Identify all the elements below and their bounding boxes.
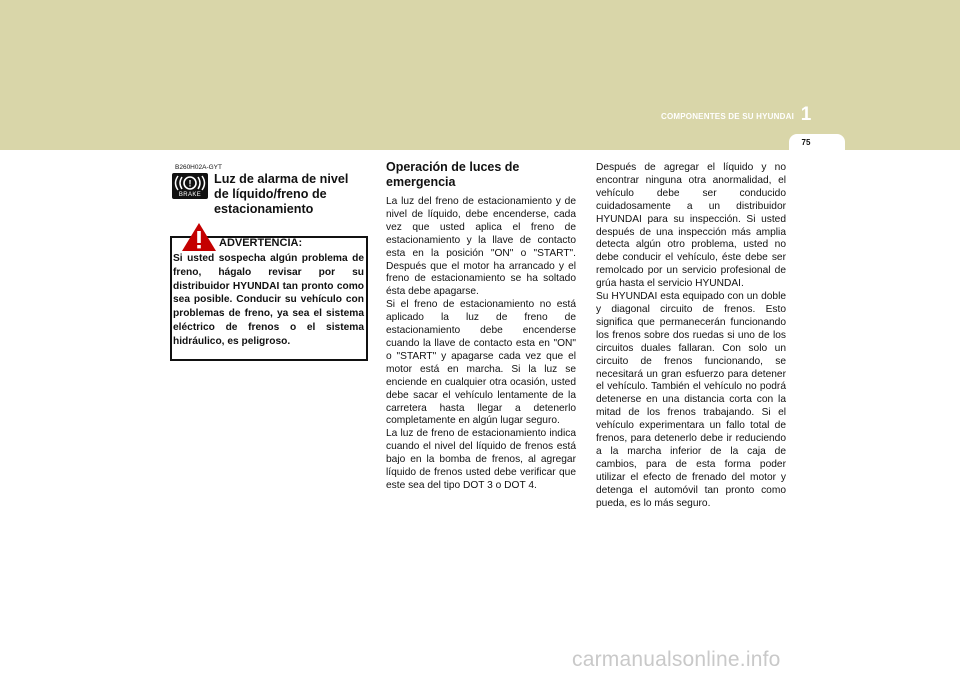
brake-symbol-icon bbox=[172, 173, 208, 192]
right-paragraph-2: Su HYUNDAI esta equipado con un doble y diagonal circuito de frenos. Esto significa que permanecerán funcionando los frenos sobre dos ruedas si uno de los circuitos duales fallaran. Con solo un circuito de frenos funcionando, se necesitará un gran esfuerzo para detener el vehículo. También el vehículo no podrá detenerse en una distancia corta con la mitad de los frenos trabajando. Si el vehículo experimentara un fallo total de frenos, para detenerlo debe ir reduciendo a la marcha inferior de la caja de cambios, para de esta forma poder utilizar el efecto de frenado del motor y detenga el automóvil tan pronto como pueda, es lo más seguro. bbox=[596, 291, 786, 509]
middle-paragraph-3: La luz de freno de estacionamiento indica cuando el nivel del líquido de frenos está bajo en la bomba de frenos, al agregar líquido de frenos usted debe verificar que este sea del tipo DOT 3 o DOT 4. bbox=[386, 428, 576, 491]
right-paragraph-1: Después de agregar el líquido y no encontrar ninguna otra anormalidad, el vehículo debe ser conducido cuidadosamente a un distribuidor HYUNDAI para su inspección. Si usted después de una inspección más amplia detecta algún otro problema, usted no debe conducir el vehículo, éste debe ser remolcado por un servicio profesional de grúa hasta el servicio HYUNDAI. bbox=[596, 162, 786, 290]
warning-title: ADVERTENCIA: bbox=[219, 237, 303, 249]
watermark: carmanualsonline.info bbox=[572, 648, 781, 671]
middle-paragraph-2: Si el freno de estacionamiento no está aplicado la luz de freno de estacionamiento debe encenderse cuando la llave de contacto esta en "ON" o "START" y apagarse cada vez que el motor está en marcha. Si la luz se enciende en cualquier otra ocasión, usted debe sacar el vehículo lentamente de la carretera hasta llegar a detenerlo completamente en algún lugar seguro. bbox=[386, 299, 576, 427]
brake-label: BRAKE bbox=[178, 192, 202, 198]
warning-light-heading: Luz de alarma de nivel de líquido/freno de estacionamiento bbox=[214, 172, 349, 217]
middle-column-body bbox=[386, 196, 576, 493]
section-code: B260H02A-GYT bbox=[175, 164, 222, 171]
chapter-number: 1 bbox=[800, 104, 812, 125]
right-column-body bbox=[596, 162, 786, 510]
warning-triangle-icon bbox=[181, 222, 217, 252]
header-band bbox=[0, 0, 960, 150]
middle-paragraph-1: La luz del freno de estacionamiento y de nivel de líquido, debe encenderse, cada vez que usted aplica el freno de estacionamiento y la llave de contacto esta en la posición "ON" o "START". Después que el motor ha arrancado y el freno de estacionamiento se ha soltado ésta debe apagarse. bbox=[386, 196, 576, 298]
warning-text: Si usted sospecha algún problema de freno, hágalo revisar por su distribuidor HYUNDAI tan pronto como sea posible. Conducir su vehículo con problemas de freno, ya sea el sistema eléctrico de frenos o el sistema hidráulico, es peligroso. bbox=[173, 253, 364, 347]
section-title: COMPONENTES DE SU HYUNDAI bbox=[660, 112, 794, 121]
page-number: 75 bbox=[801, 138, 811, 147]
emergency-lights-heading: Operación de luces de emergencia bbox=[386, 160, 520, 190]
brake-warning-icon bbox=[172, 173, 208, 199]
svg-text:!: ! bbox=[188, 178, 192, 189]
